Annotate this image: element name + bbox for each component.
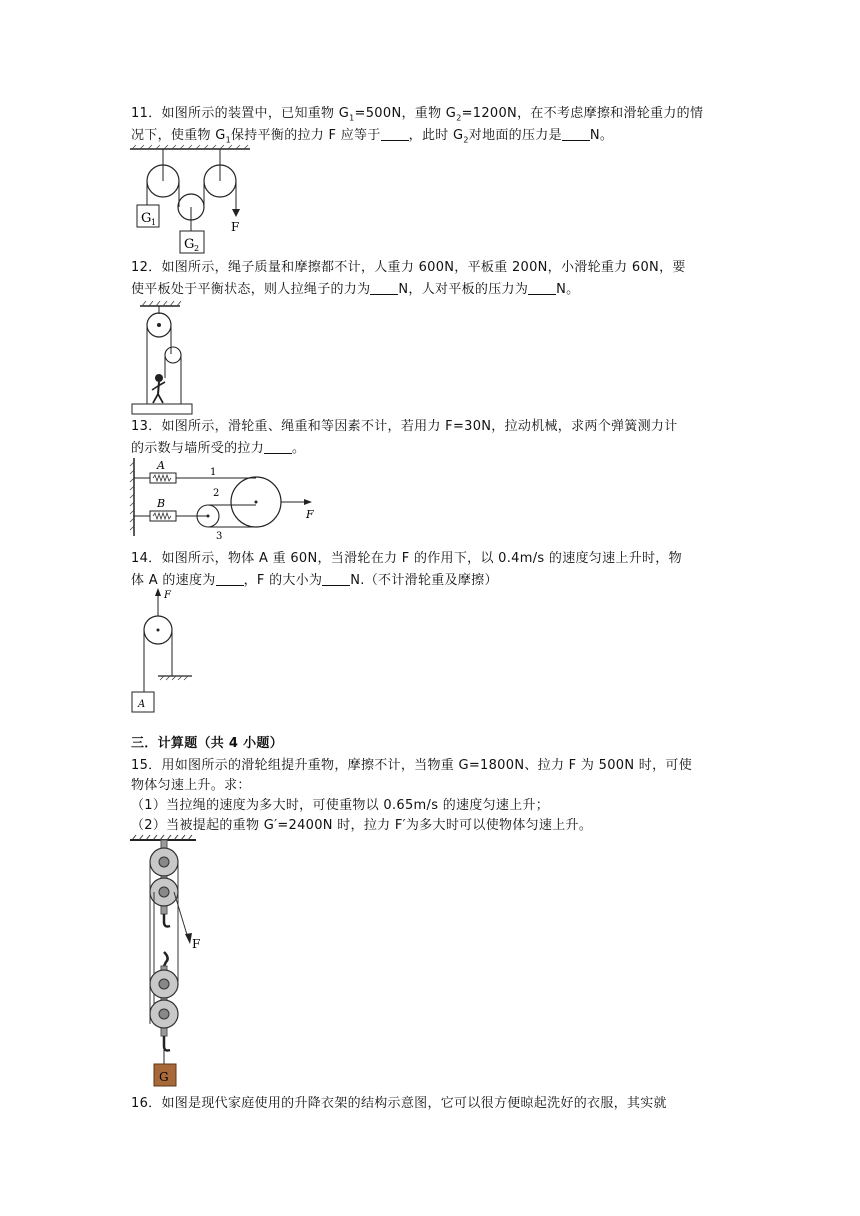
label-f: F [192,937,201,951]
q11-pulley-figure [130,145,260,255]
q11-line1: 11．如图所示的装置中，已知重物 $G_1=500N$，重物 $G_2=1200N$，在不考虑摩擦和滑轮重力的情 [131,106,704,123]
q12-line1: 12．如图所示，绳子质量和摩擦都不计，人重力 600N，平板重 200N，小滑轮重力 60N，要 [131,260,686,275]
label-g2: G [184,237,195,252]
label-b: B [157,497,166,510]
q14-line1: 14．如图所示，物体 A 重 60N，当滑轮在力 F 的作用下，以 0.4m/s 的速度匀速上升时，物 [131,551,682,566]
q15-line4: （2）当被提起的重物 G′=2400N 时，拉力 F′为多大时可以使物体匀速上升。 [131,818,593,833]
q14-pulley-figure [128,586,198,716]
q16-line1: 16．如图是现代家庭使用的升降衣架的结构示意图，它可以很方便晾起洗好的衣服，其实就 [131,1096,667,1111]
q15-pulley-block-figure [130,834,210,1090]
label-g1-sub: 1 [151,218,157,227]
label-3: 3 [216,531,223,542]
answer-blank [562,127,590,141]
label-1: 1 [210,467,217,478]
q12-person-pulley-figure [130,298,200,416]
label-f: F [164,590,171,601]
answer-blank [528,281,556,295]
answer-blank [216,572,244,586]
q15-line3: （1）当拉绳的速度为多大时，可使重物以 0.65m/s 的速度匀速上升； [131,798,550,813]
label-g1: G [141,211,152,226]
answer-blank [370,281,398,295]
answer-blank [264,440,292,454]
q13-line2: 的示数与墙所受的拉力 。 [131,441,306,456]
q12-line2: 使平板处于平衡状态，则人拉绳子的力为 N，人对平板的压力为 N。 [131,282,580,297]
answer-blank [381,127,409,141]
label-2: 2 [213,488,220,499]
q13-spring-scale-figure [130,456,330,544]
q15-line1: 15．用如图所示的滑轮组提升重物，摩擦不计，当物重 G=1800N、拉力 F 为 500N 时，可使 [131,758,692,773]
label-g2-sub: 2 [194,244,200,253]
section-title: 三．计算题（共 4 小题） [131,736,283,751]
label-a: A [138,699,146,710]
q15-line2: 物体匀速上升。求： [131,778,251,793]
label-f: F [306,508,314,521]
q14-line2: 体 A 的速度为 ，F 的大小为 N.（不计滑轮重及摩擦） [131,573,498,588]
answer-blank [322,572,350,586]
label-g: G [159,1070,169,1084]
q13-line1: 13．如图所示，滑轮重、绳重和等因素不计，若用力 F=30N，拉动机械，求两个弹簧测力计 [131,419,678,434]
label-f: F [231,220,240,234]
q11-line2: 况下，使重物 $G_1$保持平衡的拉力 F 应等于 ，此时 $G_2$对地面的压力是 N。 [131,128,614,145]
label-a: A [157,459,165,472]
